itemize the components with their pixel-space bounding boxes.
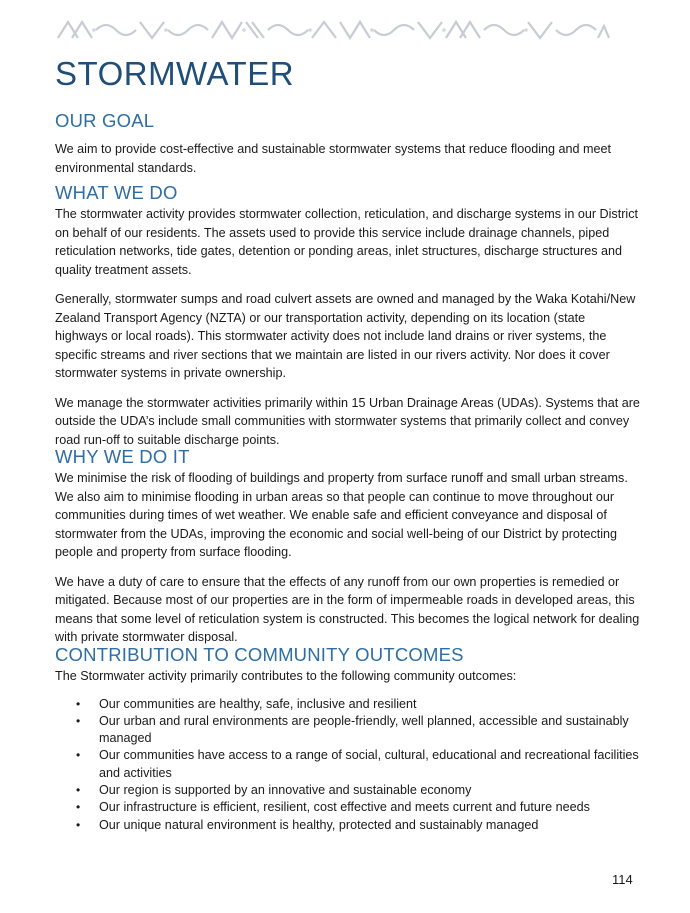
section-why-we-do-it [55,446,640,647]
list-item: • Our region is supported by an innovative and sustainable economy [55,782,640,799]
heading-community-outcomes: CONTRIBUTION TO COMMUNITY OUTCOMES [55,644,464,665]
list-item: • Our urban and rural environments are people-friendly, well planned, accessible and sustainably managed [76,713,629,746]
goal-paragraph: We aim to provide cost-effective and sustainable stormwater systems that reduce flooding and meet environmental standards. [55,142,612,175]
bullet-icon: • [76,800,81,815]
bullet-icon: • [76,696,81,711]
heading-our-goal: OUR GOAL [55,110,155,131]
why-paragraph-2: We have a duty of care to ensure that the effects of any runoff from our own properties is remedied or mitigated. Because most of our properties are in the form of impermeable roads in developed areas, this means that some level of reticulation system is constructed. This becomes the logical network for dealing with private stormwater disposal. [55,574,640,644]
section-our-goal [55,110,640,177]
outcomes-list [55,696,640,834]
section-what-we-do [55,182,640,449]
page-number: 114 [612,872,633,887]
bullet-icon: • [76,713,81,728]
list-item: • Our communities are healthy, safe, inclusive and resilient [55,696,640,713]
bullet-icon: • [76,782,81,797]
heading-what-we-do: WHAT WE DO [55,182,178,203]
bullet-icon: • [76,748,81,763]
list-item: • Our unique natural environment is healthy, protected and sustainably managed [55,817,640,834]
decorative-pattern-banner [56,18,611,42]
page-title: STORMWATER [55,55,295,92]
list-item: • Our communities have access to a range of social, cultural, educational and recreational facilities and activities [76,748,639,780]
what-paragraph-2: Generally, stormwater sumps and road culvert assets are owned and managed by the Waka Kotahi/New Zealand Transport Agency (NZTA) or our transportation activity, depending on its location (state highways or local roads). This stormwater activity does not include land drains or river systems, the specific streams and river sections that we maintain are listed in our rivers activity. Nor does it cover stormwater systems in private ownership. [55,292,636,380]
why-paragraph-1: We minimise the risk of flooding of buildings and property from surface runoff and small urban streams. We also aim to minimise flooding in urban areas so that people can continue to move throughout our communities during times of wet weather. We enable safe and efficient conveyance and disposal of stormwater from the UDAs, improving the economic and social well-being of our District by protecting people and property from surface flooding. [55,471,628,559]
heading-why-we-do-it: WHY WE DO IT [55,446,190,467]
outcomes-intro: The Stormwater activity primarily contributes to the following community outcomes: [55,669,517,683]
section-community-outcomes [55,644,640,834]
bullet-icon: • [76,817,81,832]
what-paragraph-1: The stormwater activity provides stormwater collection, reticulation, and discharge systems in our District on behalf of our residents. The assets used to provide this service include drainage channels, piped reticulation networks, tide gates, detention or ponding areas, inlet structures, discharge structures and quality treatment assets. [55,207,639,277]
list-item: • Our infrastructure is efficient, resilient, cost effective and meets current and future needs [55,799,640,816]
what-paragraph-3: We manage the stormwater activities primarily within 15 Urban Drainage Areas (UDAs). Systems that are outside the UDA’s include small communities with stormwater systems that primarily collect and convey road run-off to suitable discharge points. [55,395,640,447]
